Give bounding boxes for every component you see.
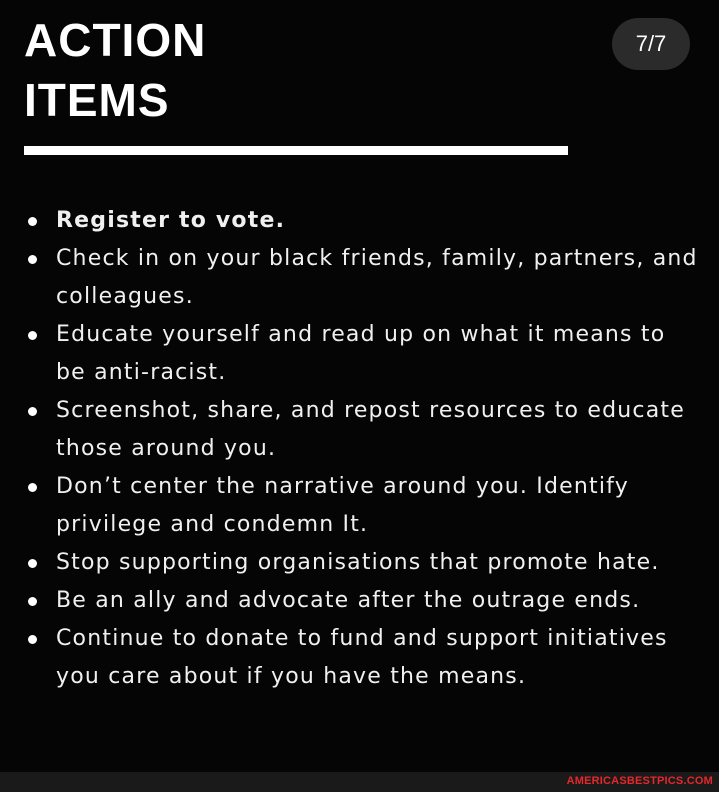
list-item	[0, 202, 719, 240]
list-item-text: Educate yourself and read up on what it means to be anti-racist.	[56, 322, 666, 385]
list-item-text: Be an ally and advocate after the outrage ends.	[56, 588, 641, 613]
bullet-icon	[28, 407, 37, 416]
bullet-icon	[28, 597, 37, 606]
title-line-2: ITEMS	[24, 74, 170, 126]
action-items-list	[0, 202, 719, 696]
page-counter-badge: 7/7	[612, 18, 690, 70]
bullet-icon	[28, 255, 37, 264]
list-item-text: Stop supporting organisations that promote hate.	[56, 550, 660, 575]
watermark-link[interactable]: AMERICASBESTPICS.COM	[566, 775, 713, 787]
list-item	[0, 582, 719, 620]
list-item	[0, 240, 719, 316]
title-underline-divider	[24, 146, 568, 155]
watermark-bar	[0, 772, 719, 792]
list-item	[0, 620, 719, 696]
page-title	[24, 10, 206, 130]
list-item	[0, 544, 719, 582]
list-item	[0, 468, 719, 544]
bullet-icon	[28, 635, 37, 644]
bullet-icon	[28, 217, 37, 226]
list-item-text: Continue to donate to fund and support initiatives you care about if you have the means.	[56, 626, 668, 689]
list-item	[0, 392, 719, 468]
title-line-1: ACTION	[24, 14, 207, 66]
bullet-icon	[28, 331, 37, 340]
list-item-text: Check in on your black friends, family, partners, and colleagues.	[56, 246, 698, 309]
list-item-text: Screenshot, share, and repost resources to educate those around you.	[56, 398, 685, 461]
list-item-text: Don’t center the narrative around you. Identify privilege and condemn It.	[56, 474, 629, 537]
list-item-text: Register to vote.	[56, 208, 286, 233]
bullet-icon	[28, 483, 37, 492]
bullet-icon	[28, 559, 37, 568]
list-item	[0, 316, 719, 392]
